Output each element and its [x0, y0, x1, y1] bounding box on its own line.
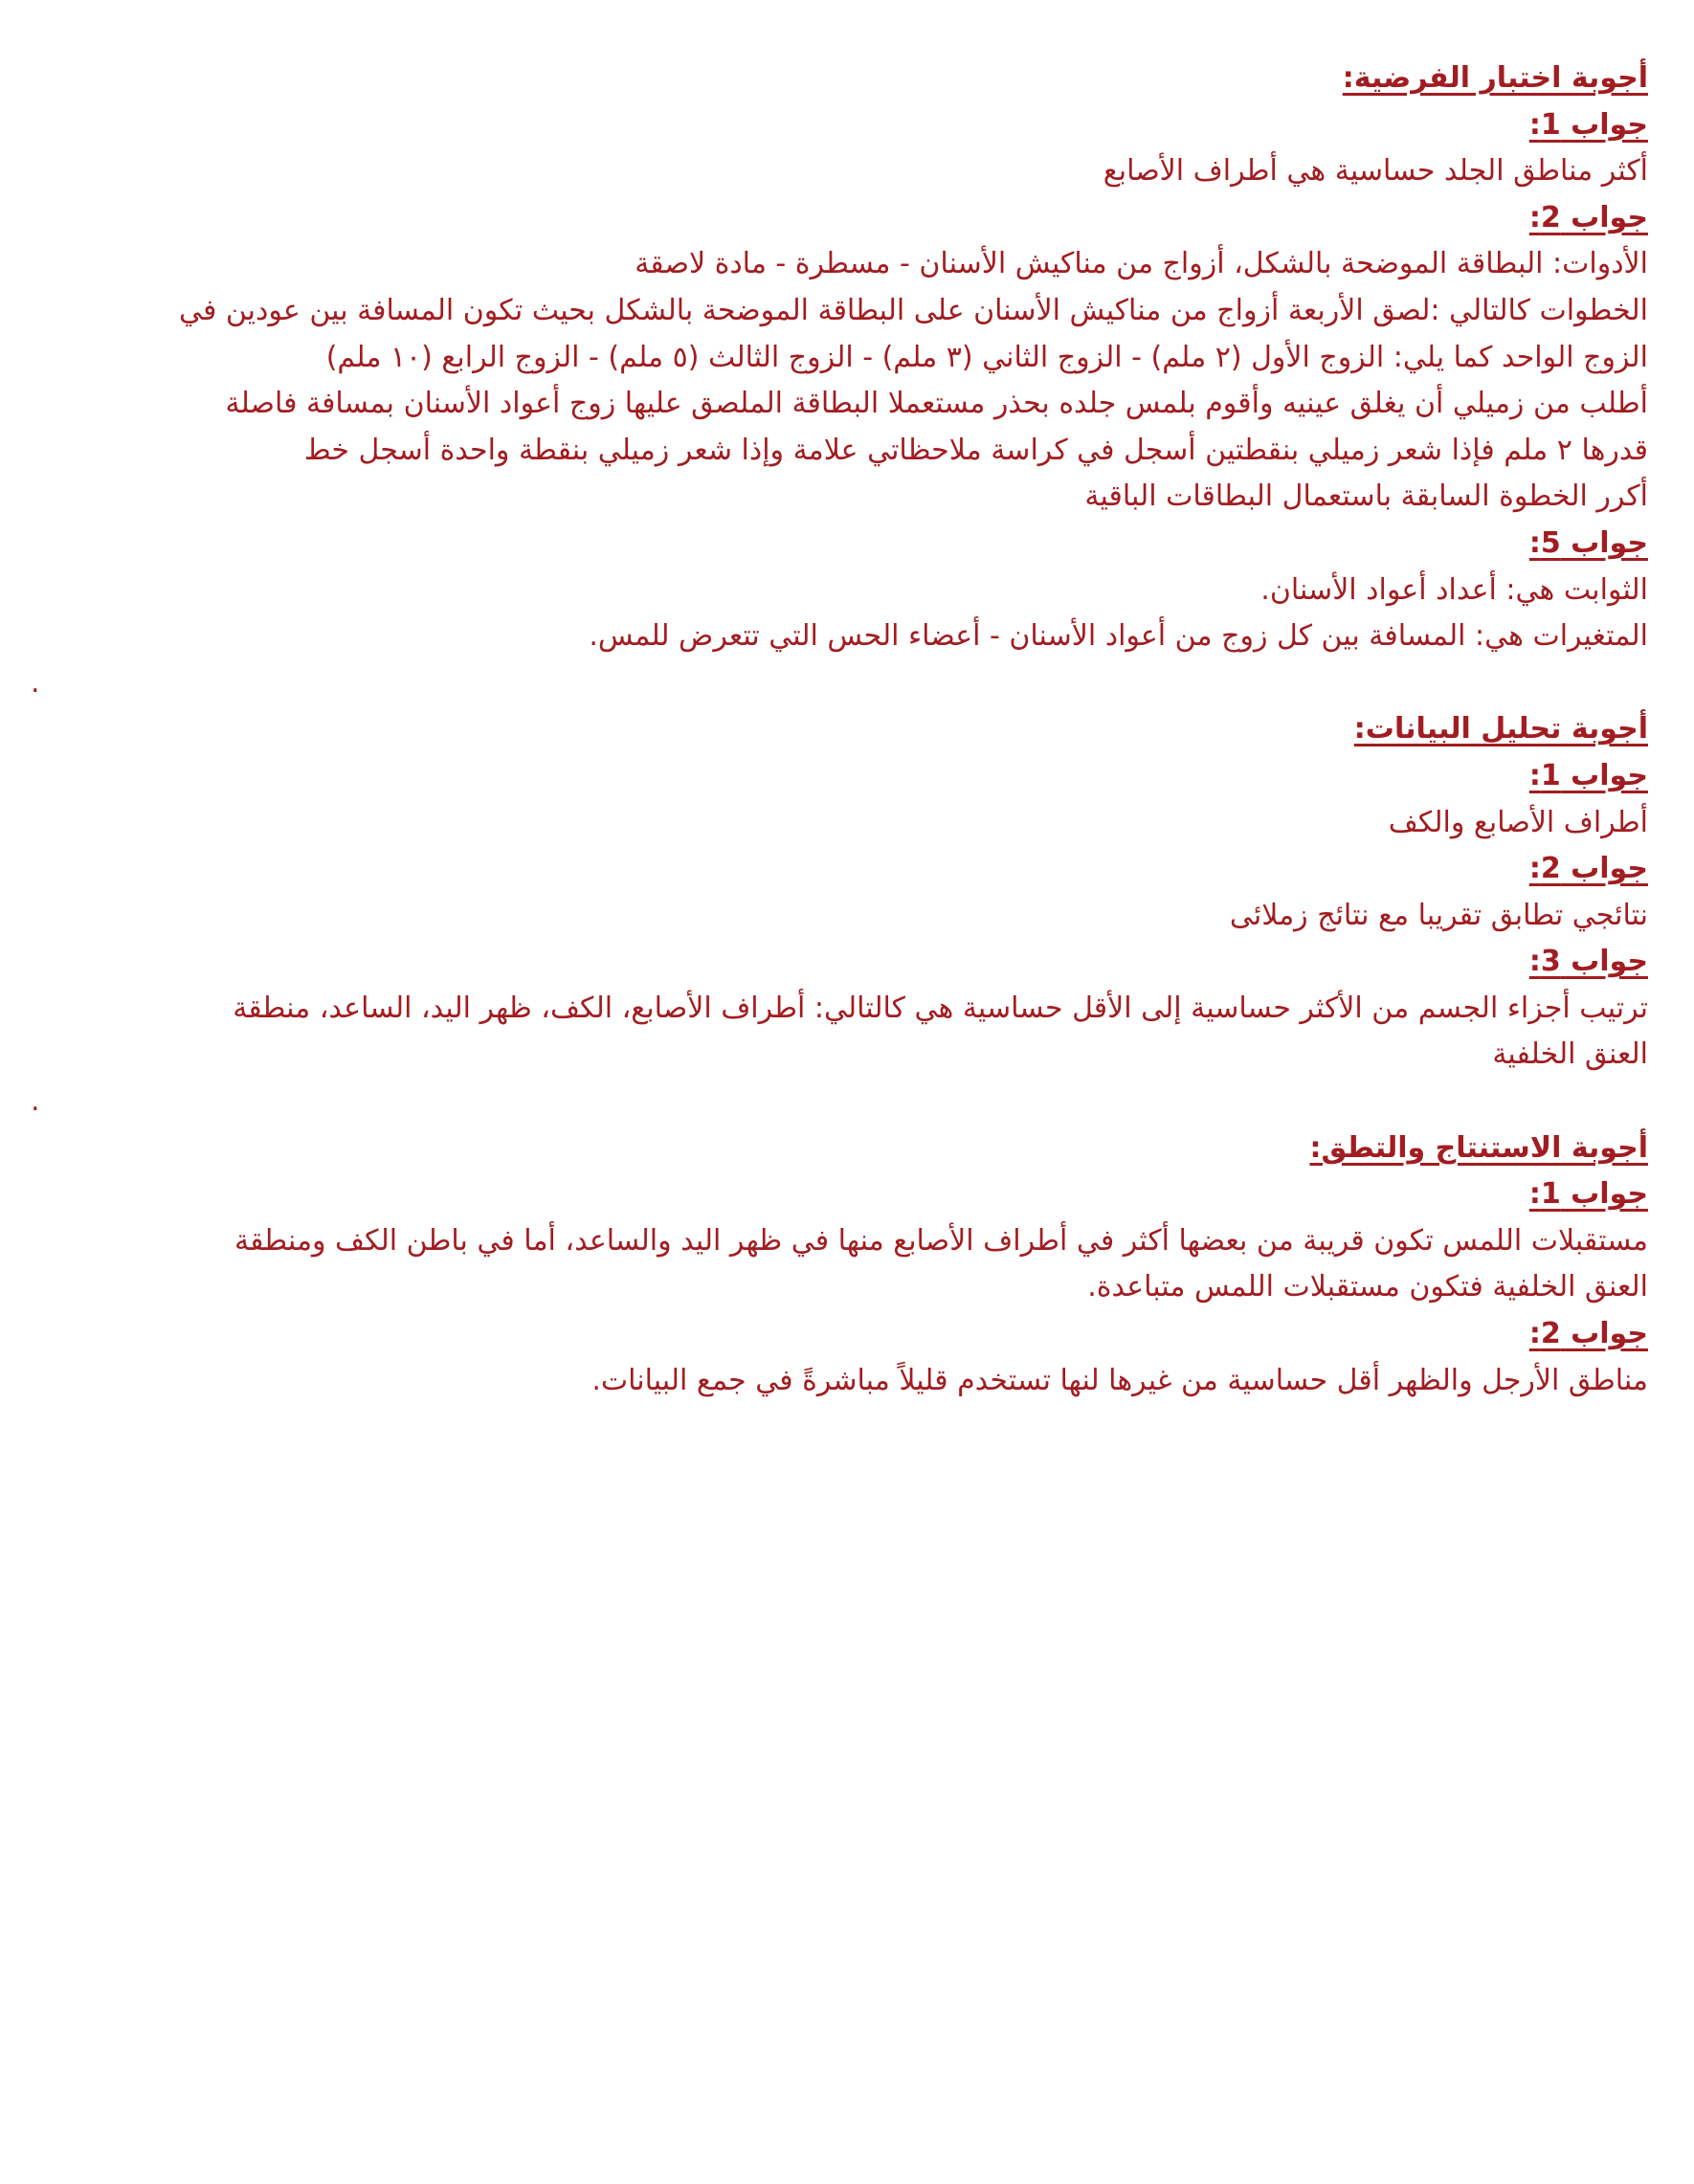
- answer-text: مستقبلات اللمس تكون قريبة من بعضها أكثر في أطراف الأصابع منها في ظهر اليد والساعد، أما في باطن الكف ومنطقة: [234, 1223, 1648, 1258]
- answer-2: [31, 195, 1648, 521]
- answer-text: قدرها ٢ ملم فإذا شعر زميلي بنقطتين أسجل في كراسة ملاحظاتي علامة وإذا شعر زميلي بنقطة واحدة أسجل خط: [303, 433, 1648, 467]
- answer-label: جواب 1:: [1528, 1177, 1648, 1212]
- answer-label: جواب 1:: [1528, 758, 1648, 792]
- answer-text: أكرر الخطوة السابقة باستعمال البطاقات الباقية: [1084, 479, 1648, 514]
- answer-label: جواب 2:: [1528, 852, 1648, 886]
- answer-1: [31, 753, 1648, 846]
- section-heading: أجوبة الاستنتاج والتطق:: [1309, 1130, 1648, 1165]
- answer-3: [31, 939, 1648, 1079]
- answer-label: جواب 5:: [1528, 525, 1648, 560]
- section-conclusion: [31, 1125, 1648, 1405]
- answer-text: نتائجي تطابق تقريبا مع نتائج زملائى: [1229, 898, 1648, 932]
- answer-text: الخطوات كالتالي :لصق الأربعة أزواج من مناكيش الأسنان على البطاقة الموضحة بالشكل بحيث تكون المسافة بين عودين في: [178, 293, 1648, 327]
- answer-text: الزوج الواحد كما يلي: الزوج الأول (٢ ملم) - الزوج الثاني (٣ ملم) - الزوج الثالث (٥ ملم) - الزوج الرابع (١٠ ملم): [325, 340, 1648, 374]
- answer-5: [31, 521, 1648, 660]
- answer-text: الثوابت هي: أعداد أعواد الأسنان.: [1260, 572, 1648, 607]
- answer-text: المتغيرات هي: المسافة بين كل زوج من أعواد الأسنان - أعضاء الحس التي تتعرض للمس.: [589, 619, 1648, 654]
- document-page: [31, 56, 1648, 1404]
- answer-text: العنق الخلفية فتكون مستقبلات اللمس متباعدة.: [1087, 1270, 1648, 1304]
- section-heading: أجوبة اختبار الفرضية:: [1342, 61, 1648, 95]
- answer-text: العنق الخلفية: [1492, 1037, 1648, 1072]
- answer-2: [31, 846, 1648, 939]
- answer-label: جواب 2:: [1528, 200, 1648, 234]
- answer-text: أطراف الأصابع والكف: [1388, 805, 1648, 839]
- answer-label: جواب 1:: [1528, 107, 1648, 142]
- answer-text: مناطق الأرجل والظهر أقل حساسية من غيرها لنها تستخدم قليلاً مباشرةً في جمع البيانات.: [591, 1363, 1648, 1397]
- answer-label: جواب 2:: [1528, 1317, 1648, 1351]
- answer-text: أطلب من زميلي أن يغلق عينيه وأقوم بلمس جلده بحذر مستعملا البطاقة الملصق عليها زوج أعواد الأسنان بمسافة فاصلة: [225, 387, 1648, 421]
- answer-text: أكثر مناطق الجلد حساسية هي أطراف الأصابع: [1103, 154, 1648, 189]
- section-data-analysis: [31, 706, 1648, 1125]
- answer-1: [31, 102, 1648, 195]
- section-hypothesis-test: [31, 56, 1648, 706]
- separator-dot: .: [31, 1084, 40, 1119]
- answer-text: الأدوات: البطاقة الموضحة بالشكل، أزواج من مناكيش الأسنان - مسطرة - مادة لاصقة: [635, 247, 1648, 281]
- answer-1: [31, 1171, 1648, 1311]
- answer-text: ترتيب أجزاء الجسم من الأكثر حساسية إلى الأقل حساسية هي كالتالي: أطراف الأصابع، الكف، ظهر اليد، الساعد، منطقة: [233, 991, 1648, 1025]
- answer-label: جواب 3:: [1528, 945, 1648, 979]
- answer-2: [31, 1311, 1648, 1404]
- separator-dot: .: [31, 665, 40, 700]
- section-heading: أجوبة تحليل البيانات:: [1353, 712, 1648, 747]
